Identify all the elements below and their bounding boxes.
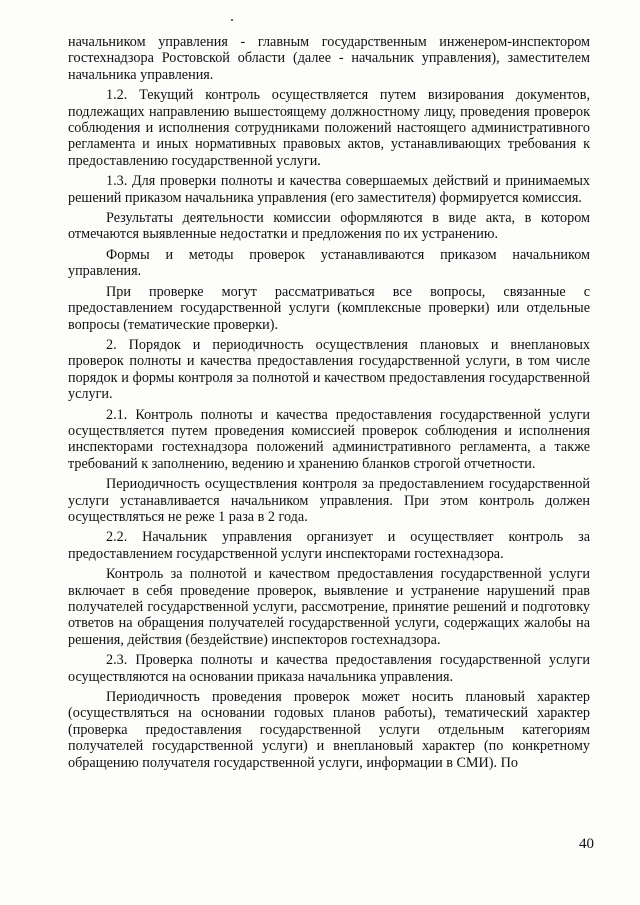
- paragraph-2-2: 2.2. Начальник управления организует и осуществляет контроль за предоставлением государственной услуги инспекторами гостехнадзора.: [68, 529, 590, 562]
- paragraph-2-heading: 2. Порядок и периодичность осуществления плановых и внеплановых проверок полноты и качества предоставления государственной услуги, в том числе порядок и формы контроля за полнотой и качеством предоставления государственной услуги.: [68, 336, 590, 403]
- document-body: [68, 34, 590, 775]
- page-number: 40: [579, 836, 594, 852]
- paragraph-control-scope: Контроль за полнотой и качеством предоставления государственной услуги включает в себя проведение проверок, выявление и устранение нарушений прав получателей государственной услуги, рассмотрение, принятие решений и подготовку ответов на обращения получателей государственной услуги, содержащих жалобы на решения, действия (бездействие) инспекторов гостехнадзора.: [68, 566, 590, 648]
- paragraph-inspection-periodicity: Периодичность проведения проверок может носить плановый характер (осуществляться на основании годовых планов работы), тематический характер (проверка предоставления государственной услуги отдельным категориям получателей государственной услуги) и внеплановый характер (по конкретному обращению получателя государственной услуги, информации в СМИ). По: [68, 689, 590, 771]
- paragraph-forms-methods: Формы и методы проверок устанавливаются приказом начальником управления.: [68, 246, 590, 280]
- paragraph-1-3: 1.3. Для проверки полноты и качества совершаемых действий и принимаемых решений приказом начальника управления (его заместителя) формируется комиссия.: [68, 173, 590, 206]
- paragraph-continuation: начальником управления - главным государственным инженером-инспектором гостехнадзора Ростовской области (далее - начальник управления), заместителем начальника управления.: [68, 34, 590, 83]
- paragraph-inspection-questions: При проверке могут рассматриваться все вопросы, связанные с предоставлением государственной услуги (комплексные проверки) или отдельные вопросы (тематические проверки).: [68, 283, 590, 333]
- paragraph-1-2: 1.2. Текущий контроль осуществляется путем визирования документов, подлежащих направлению вышестоящему должностному лицу, проведения проверок соблюдения и исполнения сотрудниками положений настоящего административного регламента и иных нормативных правовых актов, устанавливающих требования к предоставлению государственной услуги.: [68, 87, 590, 169]
- paragraph-commission-results: Результаты деятельности комиссии оформляются в виде акта, в котором отмечаются выявленные недостатки и предложения по их устранению.: [68, 210, 590, 243]
- paragraph-2-1: 2.1. Контроль полноты и качества предоставления государственной услуги осуществляется путем проведения комиссией проверок соблюдения и исполнения инспекторами гостехнадзора положений административного регламента, а также требований к заполнению, ведению и хранению бланков строгой отчетности.: [68, 406, 590, 472]
- scan-speck: [231, 19, 233, 21]
- paragraph-2-3: 2.3. Проверка полноты и качества предоставления государственной услуги осуществляются на основании приказа начальника управления.: [68, 652, 590, 685]
- paragraph-periodicity: Периодичность осуществления контроля за предоставлением государственной услуги устанавливается начальником управления. При этом контроль должен осуществляться не реже 1 раза в 2 года.: [68, 476, 590, 525]
